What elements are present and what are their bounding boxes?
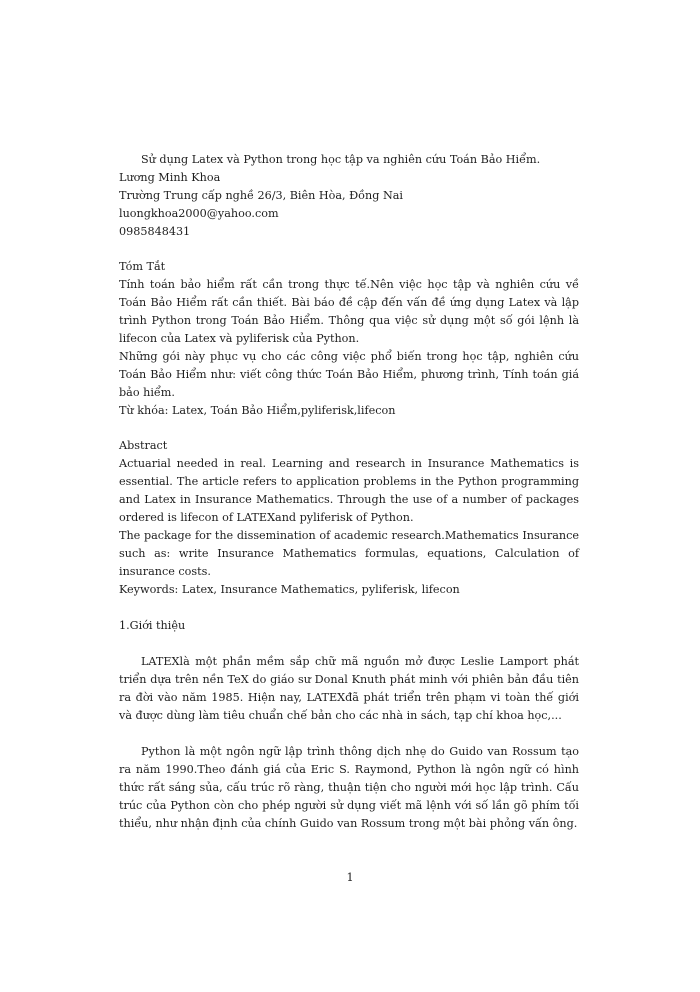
tomtat-heading: Tóm Tắt [119,260,166,273]
author-name: Lương Minh Khoa [119,171,221,184]
abstract-paragraph-2: The package for the dissemination of academic research.Mathematics Insurance such as: write Insurance Mathematics formulas, equations, Calculation of insurance costs. [119,529,579,578]
author-affiliation: Trường Trung cấp nghề 26/3, Biên Hòa, Đồng Nai [119,189,403,202]
text-column [119,151,579,833]
page-number: 1 [346,871,354,884]
author-phone: 0985848431 [119,225,191,238]
intro-paragraph-python: Python là một ngôn ngữ lập trình thông dịch nhẹ do Guido van Rossum tạo ra năm 1990.Theo đánh giá của Eric S. Raymond, Python là ngôn ngữ có hình thức rất sáng sủa, cấu trúc rõ ràng, thuận tiện cho người mới học lập trình. Cấu trúc của Python còn cho phép người sử dụng viết mã lệnh với số lần gõ phím tối thiểu, như nhận định của chính Guido van Rossum trong một bài phỏng vấn ông. [119,745,579,830]
tomtat-paragraph-2: Những gói này phục vụ cho các công việc phổ biến trong học tập, nghiên cứu Toán Bảo Hiểm như: viết công thức Toán Bảo Hiểm, phương trình, Tính toán giá bảo hiểm. [119,350,579,399]
abstract-heading: Abstract [119,439,168,452]
tomtat-keywords: Từ khóa: Latex, Toán Bảo Hiểm,pyliferisk,lifecon [119,404,396,417]
abstract-keywords: Keywords: Latex, Insurance Mathematics, pyliferisk, lifecon [119,583,460,596]
author-email: luongkhoa2000@yahoo.com [119,207,279,220]
section-heading-introduction: 1.Giới thiệu [119,619,186,632]
paper-title: Sử dụng Latex và Python trong học tập va nghiên cứu Toán Bảo Hiểm. [141,153,541,166]
tomtat-paragraph-1: Tính toán bảo hiểm rất cần trong thực tế.Nên việc học tập và nghiên cứu về Toán Bảo Hiểm rất cần thiết. Bài báo đề cập đến vấn đề ứng dụng Latex và lập trình Python trong Toán Bảo Hiểm. Thông qua việc sử dụng một số gói lệnh là lifecon của Latex và pyliferisk của Python. [119,278,579,345]
intro-paragraph-latex: LATEXlà một phần mềm sắp chữ mã nguồn mở được Leslie Lamport phát triển dựa trên nền TeX do giáo sư Donal Knuth phát minh với phiên bản đầu tiên ra đời vào năm 1985. Hiện nay, LATEXđã phát triển trên phạm vi toàn thế giới và được dùng làm tiêu chuẩn chế bản cho các nhà in sách, tạp chí khoa học,... [119,655,579,722]
abstract-paragraph-1: Actuarial needed in real. Learning and research in Insurance Mathematics is essential. The article refers to application problems in the Python programming and Latex in Insurance Mathematics. Through the use of a number of packages ordered is lifecon of LATEXand pyliferisk of Python. [119,457,579,524]
